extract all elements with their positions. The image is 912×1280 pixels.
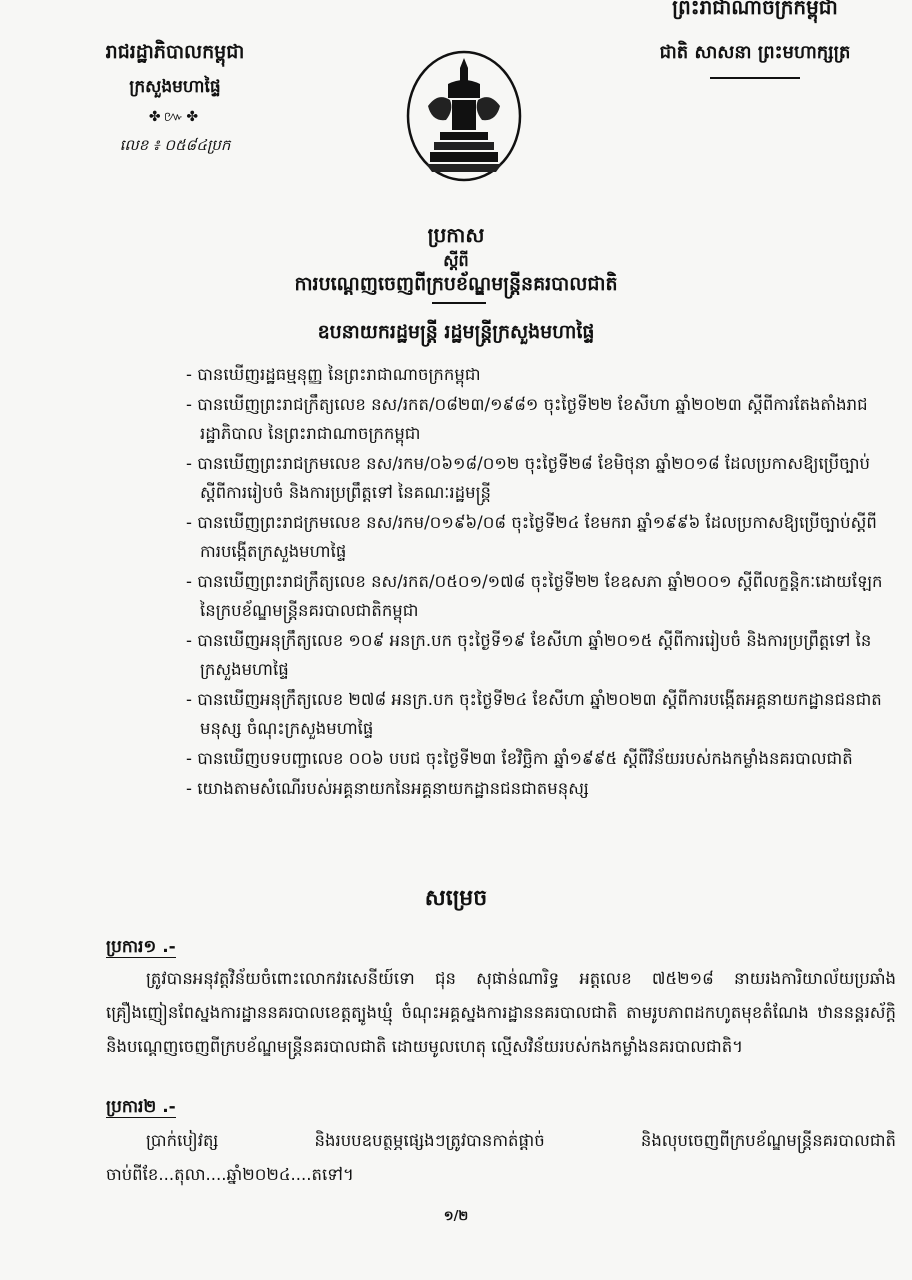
legal-basis-item: - បានឃើញអនុក្រឹត្យលេខ ១០៩ អនក្រ.បក ចុះថ្ងៃទី១៩ ខែសីហា ឆ្នាំ២០១៥ ស្តីពីការរៀបចំ និងការប្រព្រឹត្តទៅ នៃក្រសួងមហាផ្ទៃ	[182, 626, 892, 684]
title-divider	[432, 302, 486, 304]
ministry-name: ក្រសួងមហាផ្ទៃ	[129, 77, 221, 97]
royal-emblem-icon	[404, 44, 524, 184]
decree-subject: ការបណ្តេញចេញពីក្របខ័ណ្ឌមន្ត្រីនគរបាលជាតិ	[294, 273, 618, 295]
legal-basis-item: - បានឃើញព្រះរាជក្រមលេខ នស/រកម/០៦១៨/០១២ ចុះថ្ងៃទី២៨ ខែមិថុនា ឆ្នាំ២០១៨ ដែលប្រកាសឱ្យប្រើច្បាប់ស្តីពីការរៀបចំ និងការប្រព្រឹត្តទៅ នៃគណៈរដ្ឋមន្ត្រី	[182, 449, 892, 507]
ministry-header	[60, 40, 290, 158]
kingdom-header	[610, 0, 900, 79]
reference-number: លេខ ៖ ០៥៨៤ប្រក	[119, 136, 231, 154]
ornament-divider: ✤៚✤	[148, 109, 202, 125]
legal-basis-item: - បានឃើញបទបញ្ជាលេខ ០០៦ បបជ ចុះថ្ងៃទី២៣ ខែវិច្ឆិកា ឆ្នាំ១៩៩៥ ស្តីពីវិន័យរបស់កងកម្លាំងនគរបាលជាតិ	[182, 744, 892, 773]
article-1-text: ត្រូវបានអនុវត្តវិន័យចំពោះលោកវរសេនីយ៍ទោ ជុន សុផាន់ណារិទ្ធ អត្តលេខ ៧៥២១៨ នាយរងការិយាល័យប្រឆាំងគ្រឿងញៀនពែស្នងការដ្ឋាននគរបាលខេត្តត្បូងឃ្មុំ ចំណុះអគ្គស្នងការដ្ឋាននគរបាលជាតិ តាមរូបភាពដកហូតមុខតំណែង ឋាននន្តរស័ក្តិ និងបណ្តេញចេញពីក្របខ័ណ្ឌមន្ត្រីនគរបាលជាតិ ដោយមូលហេតុ ល្មើសវិន័យរបស់កងកម្លាំងនគរបាលជាតិ។	[106, 969, 896, 1056]
legal-basis-item: - បានឃើញព្រះរាជក្រមលេខ នស/រកម/០១៩៦/០៨ ចុះថ្ងៃទី២៤ ខែមករា ឆ្នាំ១៩៩៦ ដែលប្រកាសឱ្យប្រើច្បាប់ស្តីពីការបង្កើតក្រសួងមហាផ្ទៃ	[182, 508, 892, 566]
legal-basis-list	[182, 360, 892, 804]
kingdom-name: ព្រះរាជាណាចក្រកម្ពុជា	[672, 0, 838, 19]
legal-basis-item: - បានឃើញព្រះរាជក្រឹត្យលេខ នស/រកត/០៥០១/១៧៨ ចុះថ្ងៃទី២២ ខែឧសភា ឆ្នាំ២០០១ ស្តីពីលក្ខន្តិកៈដោយឡែក នៃក្របខ័ណ្ឌមន្ត្រីនគរបាលជាតិកម្ពុជា	[182, 567, 892, 625]
motto-underline	[710, 77, 800, 79]
decree-type: ប្រកាស	[427, 223, 485, 247]
page-number: ១/២	[443, 1209, 469, 1224]
legal-basis-item: - បានឃើញអនុក្រឹត្យលេខ ២៧៨ អនក្រ.បក ចុះថ្ងៃទី២៤ ខែសីហា ឆ្នាំ២០២៣ ស្តីពីការបង្កើតអគ្គនាយកដ្ឋានជនជាតមនុស្ស ចំណុះក្រសួងមហាផ្ទៃ	[182, 685, 892, 743]
government-name: រាជរដ្ឋាភិបាលកម្ពុជា	[105, 41, 245, 63]
article-2-text: ប្រាក់បៀវត្ស និងរបបឧបត្ថម្ភផ្សេងៗត្រូវបានកាត់ផ្តាច់ និងលុបចេញពីក្របខ័ណ្ឌមន្ត្រីនគរបាលជាតិ ចាប់ពីខែ...តុលា....ឆ្នាំ២០២៤....តទៅ។	[106, 1131, 896, 1184]
article-1-label: ប្រការ១ .-	[106, 937, 176, 957]
decree-about: ស្តីពី	[443, 251, 469, 270]
national-motto: ជាតិ សាសនា ព្រះមហាក្សត្រ	[659, 42, 851, 63]
issuing-authority: ឧបនាយករដ្ឋមន្ត្រី រដ្ឋមន្ត្រីក្រសួងមហាផ្ទៃ	[317, 321, 595, 343]
legal-basis-item: - បានឃើញព្រះរាជក្រឹត្យលេខ នស/រកត/០៨២៣/១៩៨១ ចុះថ្ងៃទី២២ ខែសីហា ឆ្នាំ២០២៣ ស្តីពីការតែងតាំងរាជរដ្ឋាភិបាល នៃព្រះរាជាណាចក្រកម្ពុជា	[182, 390, 892, 448]
decision-heading: សម្រេច	[424, 886, 488, 911]
article-2-label: ប្រការ២ .-	[106, 1097, 176, 1117]
legal-basis-item: - បានឃើញរដ្ឋធម្មនុញ្ញ នៃព្រះរាជាណាចក្រកម្ពុជា	[182, 360, 892, 389]
legal-basis-item: - យោងតាមសំណើរបស់អគ្គនាយកនៃអគ្គនាយកដ្ឋានជនជាតមនុស្ស	[182, 774, 892, 803]
